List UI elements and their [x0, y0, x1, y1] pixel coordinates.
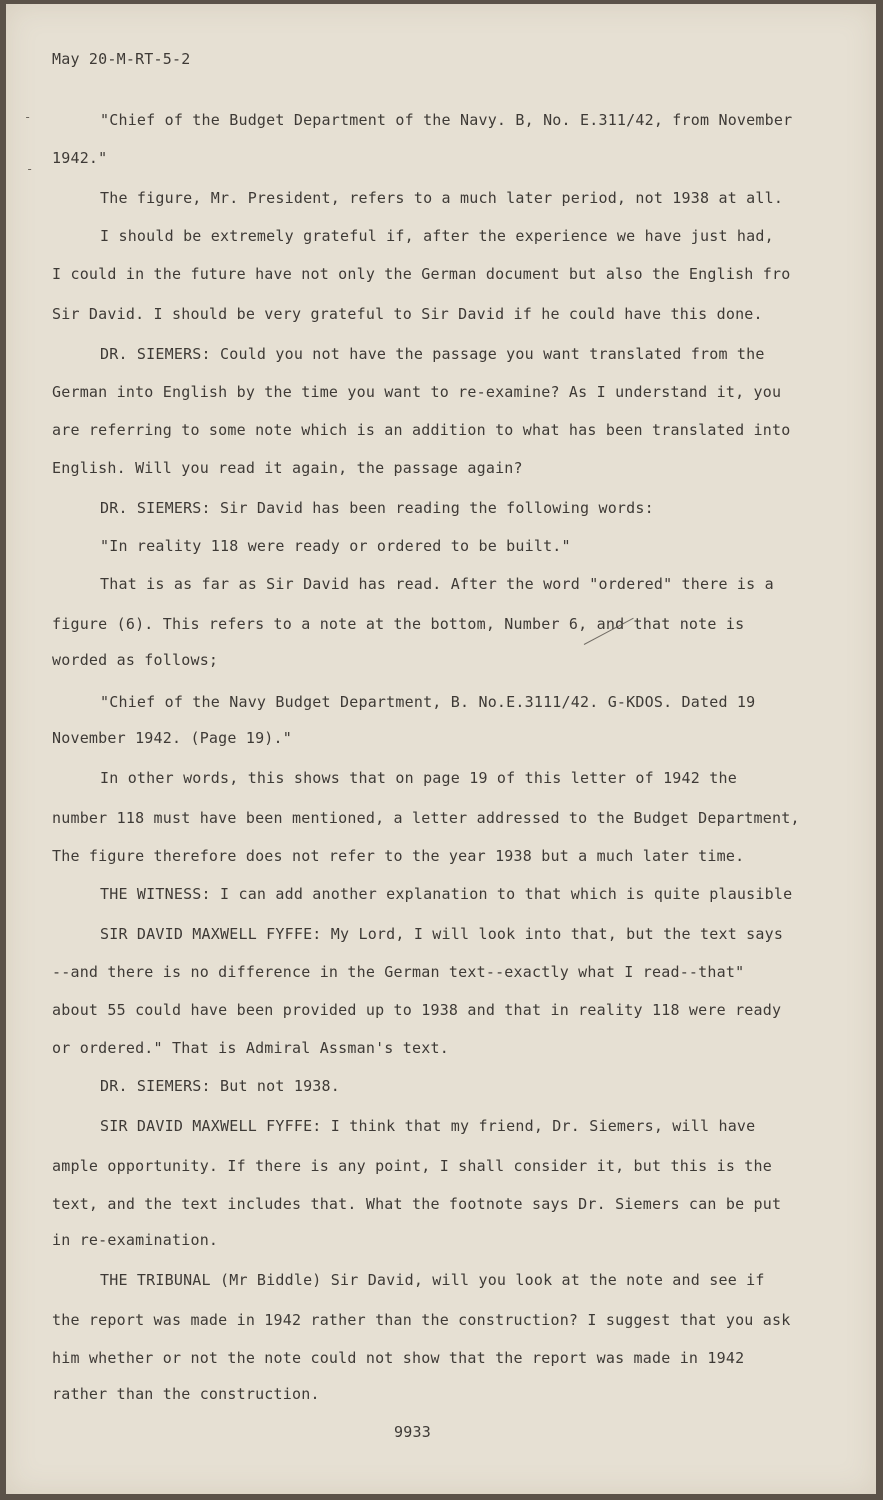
text-line: him whether or not the note could not show that the report was made in 1942	[52, 1349, 745, 1367]
text-line: SIR DAVID MAXWELL FYFFE: I think that my friend, Dr. Siemers, will have	[100, 1117, 756, 1135]
text-line: THE TRIBUNAL (Mr Biddle) Sir David, will you look at the note and see if	[100, 1271, 765, 1289]
text-line: about 55 could have been provided up to 1938 and that in reality 118 were ready	[52, 1001, 782, 1019]
text-line: The figure therefore does not refer to the year 1938 but a much later time.	[52, 847, 745, 865]
text-line: The figure, Mr. President, refers to a much later period, not 1938 at all.	[100, 189, 784, 207]
text-line: figure (6). This refers to a note at the bottom, Number 6, and that note is	[52, 615, 745, 633]
text-line: text, and the text includes that. What the footnote says Dr. Siemers can be put	[52, 1195, 782, 1213]
text-line: Sir David. I should be very grateful to Sir David if he could have this done.	[52, 305, 763, 323]
text-line: DR. SIEMERS: But not 1938.	[100, 1077, 340, 1095]
text-line: rather than the construction.	[52, 1385, 320, 1403]
header-reference: May 20-M-RT-5-2	[52, 50, 191, 68]
text-line: number 118 must have been mentioned, a letter addressed to the Budget Department,	[52, 809, 800, 827]
text-line: worded as follows;	[52, 651, 219, 669]
margin-mark: -	[26, 162, 34, 176]
text-line: or ordered." That is Admiral Assman's text.	[52, 1039, 449, 1057]
text-line: I could in the future have not only the German document but also the English fro	[52, 265, 791, 283]
page-number: 9933	[394, 1423, 431, 1441]
text-line: November 1942. (Page 19)."	[52, 729, 292, 747]
text-line: "Chief of the Budget Department of the Navy. B, No. E.311/42, from November	[100, 111, 793, 129]
text-line: 1942."	[52, 149, 108, 167]
text-line: DR. SIEMERS: Sir David has been reading the following words:	[100, 499, 654, 517]
text-line: are referring to some note which is an addition to what has been translated into	[52, 421, 791, 439]
text-line: "Chief of the Navy Budget Department, B. No.E.3111/42. G-KDOS. Dated 19	[100, 693, 756, 711]
text-line: "In reality 118 were ready or ordered to be built."	[100, 537, 571, 555]
text-line: DR. SIEMERS: Could you not have the passage you want translated from the	[100, 345, 765, 363]
text-line: English. Will you read it again, the passage again?	[52, 459, 523, 477]
text-line: the report was made in 1942 rather than the construction? I suggest that you ask	[52, 1311, 791, 1329]
text-line: SIR DAVID MAXWELL FYFFE: My Lord, I will look into that, but the text says	[100, 925, 784, 943]
text-line: In other words, this shows that on page 19 of this letter of 1942 the	[100, 769, 737, 787]
text-line: I should be extremely grateful if, after the experience we have just had,	[100, 227, 774, 245]
margin-mark: -	[24, 110, 32, 124]
text-line: in re-examination.	[52, 1231, 219, 1249]
text-line: --and there is no difference in the German text--exactly what I read--that"	[52, 963, 745, 981]
text-line: THE WITNESS: I can add another explanation to that which is quite plausible	[100, 885, 793, 903]
text-line: German into English by the time you want to re-examine? As I understand it, you	[52, 383, 782, 401]
text-line: ample opportunity. If there is any point, I shall consider it, but this is the	[52, 1157, 772, 1175]
text-line: That is as far as Sir David has read. After the word "ordered" there is a	[100, 575, 774, 593]
document-page	[6, 4, 876, 1494]
